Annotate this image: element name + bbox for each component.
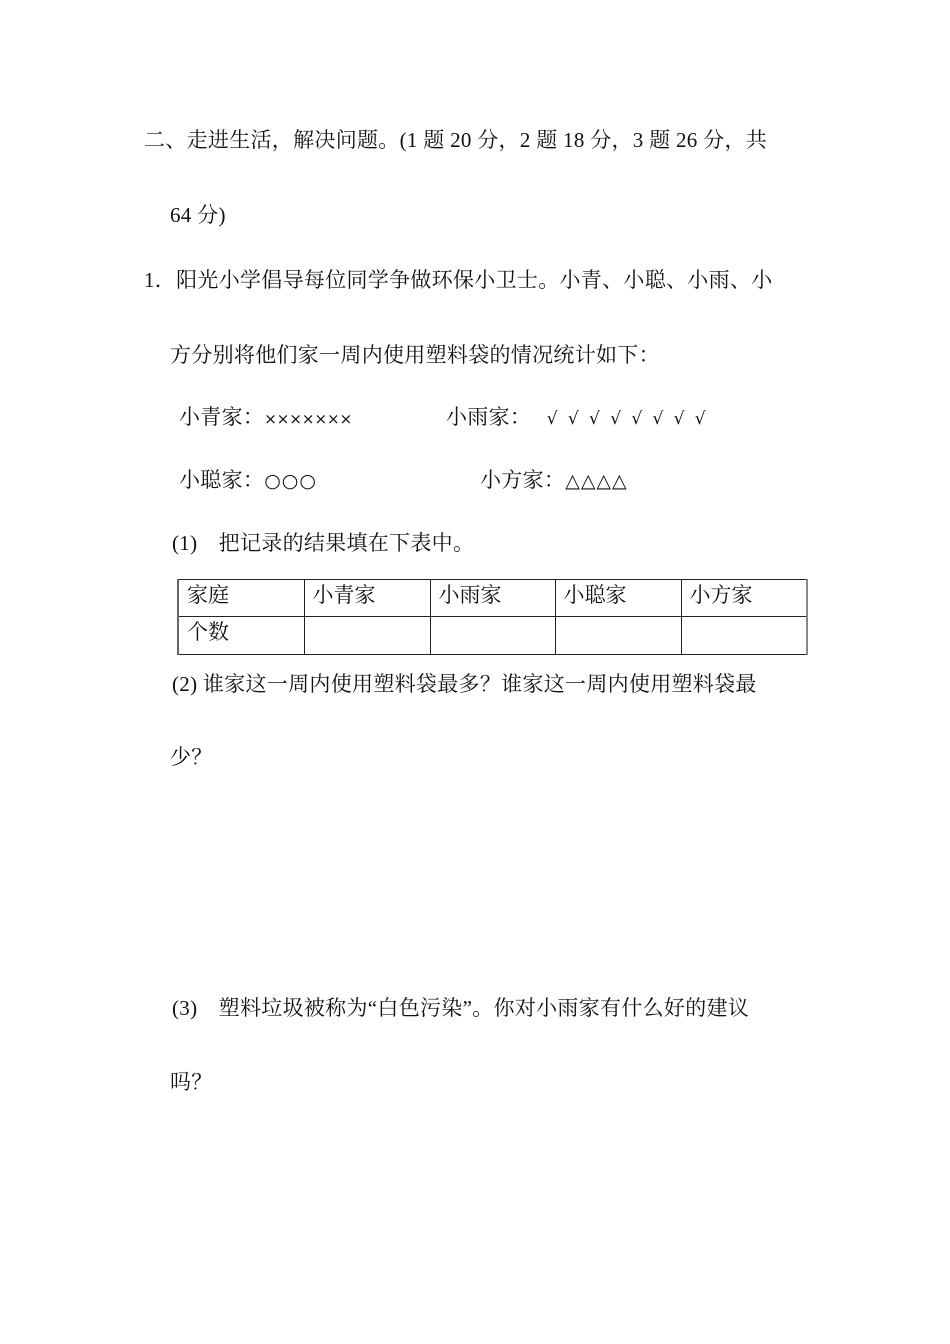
check-icon: √ (652, 409, 664, 429)
header-cell-xiaoqing: 小青家 (304, 580, 430, 617)
part2-line2: 少？ (170, 745, 213, 769)
record-xiaoqing (179, 405, 352, 431)
part2-line1: (2) 谁家这一周内使用塑料袋最多？谁家这一周内使用塑料袋最 (172, 672, 757, 696)
circle-marks-icon: ○○○ (264, 470, 317, 492)
check-icon: √ (673, 409, 685, 429)
header-cell-xiaoyu: 小雨家 (430, 580, 555, 617)
table-header-row (178, 580, 807, 617)
question1-intro-line1: 1．阳光小学倡导每位同学争做环保小卫士。小青、小聪、小雨、小 (144, 268, 773, 292)
header-cell-family: 家庭 (178, 580, 304, 617)
record-xiaofang (480, 468, 628, 493)
section-heading-line2: 64 分) (170, 203, 226, 227)
check-icon: √ (567, 409, 580, 429)
section-heading-line1: 二、走进生活，解决问题。(1 题 20 分，2 题 18 分，3 题 26 分，共 (144, 128, 768, 152)
record-xiaoyu (446, 405, 716, 431)
record-table (177, 579, 808, 655)
check-icon: √ (546, 409, 558, 429)
header-cell-xiaofang: 小方家 (681, 580, 807, 617)
triangle-marks-icon: △△△△ (565, 470, 628, 492)
answer-cell-xiaoyu[interactable] (430, 617, 555, 655)
check-icon: √ (589, 409, 601, 429)
check-marks-icon (547, 405, 716, 431)
check-icon: √ (610, 409, 622, 429)
part3-line2: 吗？ (170, 1070, 213, 1094)
table-row (178, 617, 807, 655)
check-icon: √ (694, 409, 706, 429)
answer-cell-xiaoqing[interactable] (304, 617, 430, 655)
record-label: 小青家： (179, 405, 265, 429)
record-label: 小方家： (480, 468, 566, 492)
row-label-count: 个数 (178, 617, 304, 655)
answer-cell-xiaofang[interactable] (681, 617, 807, 655)
record-label: 小雨家： (446, 405, 532, 429)
answer-cell-xiaocong[interactable] (555, 617, 681, 655)
cross-marks-icon: ××××××× (264, 410, 353, 428)
check-icon: √ (631, 409, 643, 429)
record-label: 小聪家： (179, 468, 265, 492)
part1-prompt: (1) 把记录的结果填在下表中。 (172, 531, 475, 555)
question1-intro-line2: 方分别将他们家一周内使用塑料袋的情况统计如下： (170, 343, 660, 367)
part3-line1: (3) 塑料垃圾被称为“白色污染”。你对小雨家有什么好的建议 (172, 996, 750, 1020)
record-xiaocong (179, 468, 317, 493)
header-cell-xiaocong: 小聪家 (555, 580, 681, 617)
